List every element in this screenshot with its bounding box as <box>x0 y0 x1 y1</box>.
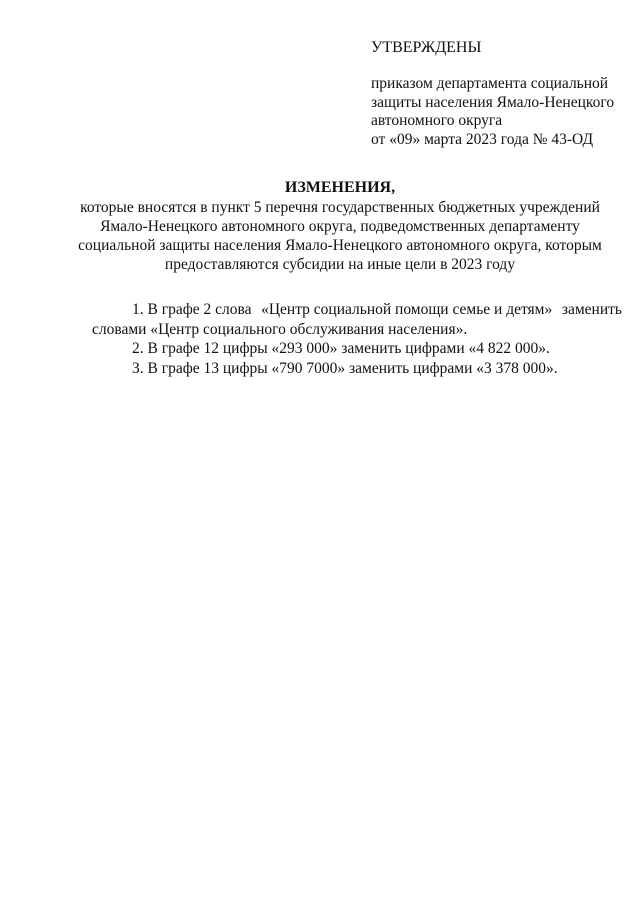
change-item-3: 3. В графе 13 цифры «790 7000» заменить цифрами «3 378 000». <box>132 359 558 377</box>
change-item-1 <box>92 300 622 320</box>
document-title: ИЗМЕНЕНИЯ, <box>284 179 396 196</box>
document-subtitle <box>60 198 620 274</box>
order-reference <box>371 75 631 149</box>
subtitle-line: которые вносятся в пункт 5 перечня государственных бюджетных учреждений <box>80 199 600 216</box>
subtitle-line: предоставляются субсидии на иные цели в 2023 году <box>164 256 516 273</box>
order-line: приказом департамента социальной <box>371 75 609 92</box>
order-line: защиты населения Ямало-Ненецкого <box>371 93 615 111</box>
item-1-part: заменить <box>561 301 622 318</box>
subtitle-line: Ямало-Ненецкого автономного округа, подведомственных департаменту <box>100 218 580 235</box>
item-1-part: «Центр социальной помощи семье и детям» <box>261 301 553 318</box>
item-1-part: 1. В графе 2 слова <box>132 301 252 318</box>
subtitle-line: социальной защиты населения Ямало-Ненецкого автономного округа, которым <box>78 237 602 254</box>
order-date-number: от «09» марта 2023 года № 43-ОД <box>371 130 594 148</box>
approval-stamp-title: УТВЕРЖДЕНЫ <box>371 39 482 56</box>
change-item-1-continued: словами «Центр социального обслуживания населения». <box>92 320 468 338</box>
order-line: автономного округа <box>371 112 503 129</box>
change-item-2: 2. В графе 12 цифры «293 000» заменить цифрами «4 822 000». <box>132 340 550 357</box>
changes-list <box>92 300 622 378</box>
